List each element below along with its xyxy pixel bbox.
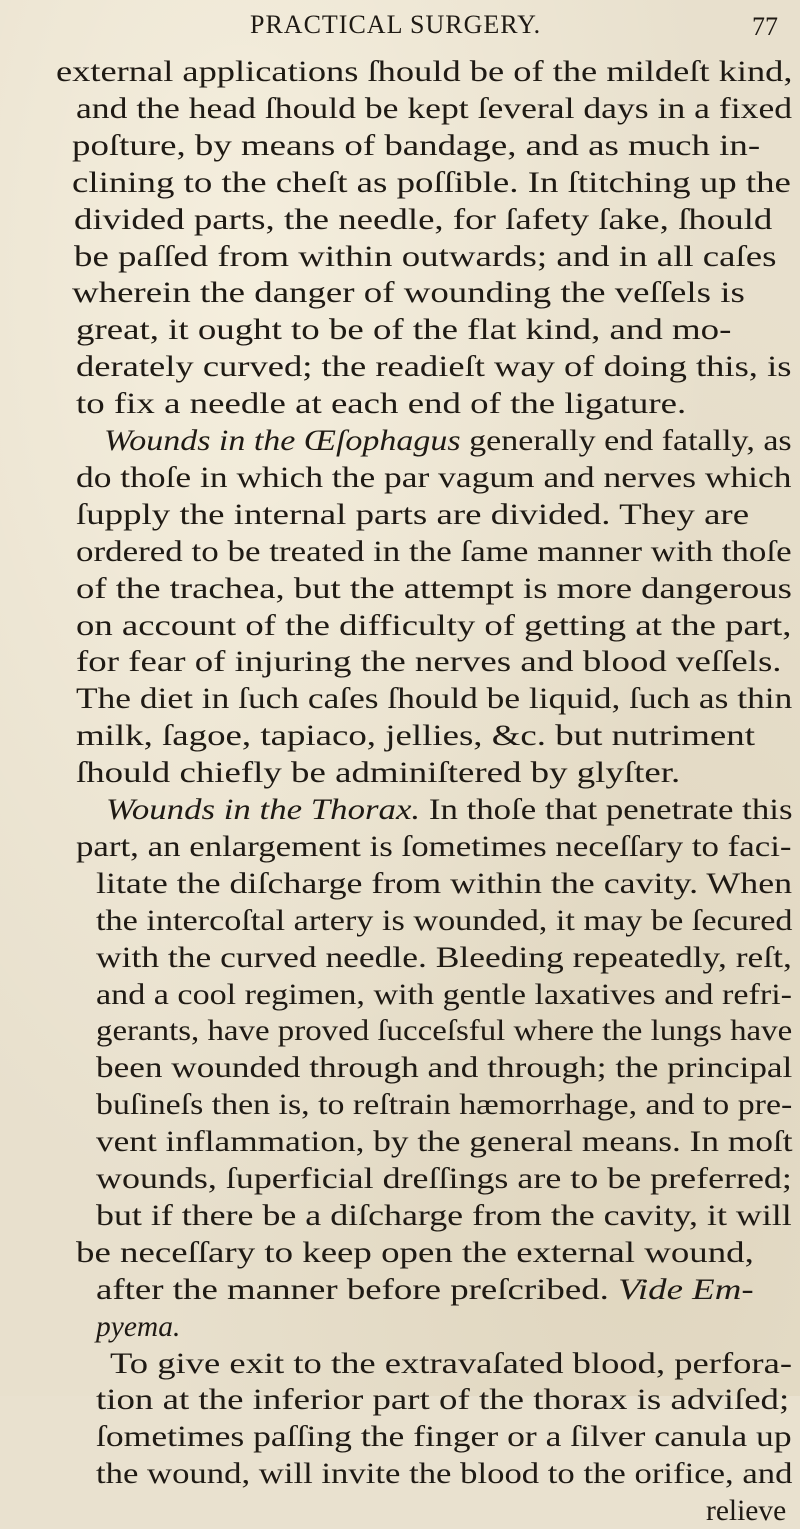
italic-text: Vide Em- — [618, 1273, 754, 1306]
text-line — [76, 386, 686, 422]
text-line — [76, 644, 782, 680]
text-segment: after the manner before preſcribed. — [96, 1273, 619, 1306]
text-segment: buſineſs then is, to reſtrain hæmorrhage, and to pre- — [96, 1089, 793, 1122]
text-segment: gerants, have proved ſucceſsful where the lungs have — [96, 1015, 793, 1048]
text-segment: In thoſe that penetrate this — [420, 794, 793, 826]
text-line — [96, 977, 792, 1013]
text-segment: To give exit to the extravaſated blood, perfora- — [110, 1347, 793, 1380]
text-line — [96, 940, 792, 976]
text-segment: do thoſe in which the par vagum and nerves which — [76, 461, 792, 494]
text-segment: vent inflammation, by the general means. In moſt — [96, 1126, 793, 1159]
text-line — [104, 423, 792, 459]
bottom-margin — [0, 1230, 800, 1396]
text-line — [76, 755, 680, 791]
text-line — [76, 718, 755, 754]
text-line — [76, 534, 792, 570]
text-segment: poſture, by means of bandage, and as much in- — [72, 129, 761, 162]
text-segment: divided parts, the needle, for ſafety ſake, ſhould — [74, 203, 773, 236]
text-segment: ſometimes paſſing the finger or a ſilver canula up — [96, 1421, 792, 1454]
text-line — [106, 792, 793, 828]
text-line — [96, 1456, 792, 1492]
text-segment: The diet in ſuch caſes ſhould be liquid, ſuch as thin — [76, 683, 793, 716]
text-line — [96, 1050, 792, 1086]
text-segment: ordered to be treated in the ſame manner with thoſe — [76, 535, 792, 568]
text-line — [96, 1124, 793, 1160]
text-segment: to fix a needle at each end of the ligature. — [76, 388, 687, 421]
text-line — [72, 275, 745, 311]
text-segment: wherein the danger of wounding the veſſels is — [72, 277, 745, 310]
text-line — [76, 312, 731, 348]
italic-text: Wounds in the Œſophagus — [104, 425, 461, 457]
text-segment: great, it ought to be of the flat kind, and mo- — [76, 314, 732, 347]
text-line — [76, 91, 792, 127]
text-segment: on account of the difficulty of getting at the part, — [76, 609, 792, 642]
page-header — [0, 6, 800, 46]
text-segment: but if there be a diſcharge from the cavity, it will — [96, 1199, 792, 1232]
text-line — [72, 165, 791, 201]
text-segment: wounds, ſuperficial dreſſings are to be preferred; — [96, 1163, 792, 1195]
text-line — [96, 1087, 792, 1123]
text-segment: been wounded through and through; the principal — [96, 1052, 793, 1085]
text-segment: clining to the cheſt as poſſible. In ſtitching up the — [72, 166, 791, 199]
text-segment: relieve — [706, 1495, 787, 1528]
text-line — [96, 903, 793, 939]
italic-text: pyema. — [96, 1310, 181, 1343]
text-line — [74, 239, 776, 275]
text-line — [76, 681, 792, 717]
page-number: 77 — [752, 12, 778, 41]
text-segment: the intercoſtal artery is wounded, it may be ſecured — [96, 904, 793, 937]
text-segment: tion at the inferior part of the thorax is adviſed; — [96, 1384, 790, 1417]
text-segment: for fear of injuring the nerves and blood veſſels. — [76, 646, 782, 679]
text-segment: derately curved; the readieſt way of doing this, is — [76, 351, 792, 384]
text-line — [96, 1161, 792, 1197]
text-segment: and a cool regimen, with gentle laxatives and refri- — [96, 978, 793, 1011]
text-segment: be neceſſary to keep open the external wound, — [76, 1236, 754, 1269]
text-line — [96, 1198, 792, 1234]
text-line — [96, 1419, 792, 1455]
text-segment: milk, ſagoe, tapiaco, jellies, &c. but nutriment — [76, 720, 755, 753]
text-line — [76, 497, 749, 533]
text-segment: generally end fatally, as — [460, 425, 792, 457]
text-line — [706, 1493, 786, 1529]
text-line — [72, 128, 760, 164]
text-segment: with the curved needle. Bleeding repeatedly, reſt, — [96, 941, 792, 974]
text-segment: and the head ſhould be kept ſeveral days in a fixed — [76, 92, 793, 125]
text-line — [76, 349, 791, 385]
text-line — [96, 866, 792, 902]
text-segment: part, an enlargement is ſometimes neceſſary to faci- — [76, 830, 792, 863]
text-line — [76, 571, 792, 607]
italic-text: Wounds in the Thorax. — [106, 794, 421, 826]
text-segment: external applications ſhould be of the mildeſt kind, — [56, 56, 793, 88]
text-line — [76, 829, 792, 865]
text-line — [76, 608, 791, 644]
text-segment: ſupply the internal parts are divided. They are — [76, 498, 750, 531]
text-line — [76, 460, 791, 496]
text-line — [96, 1013, 792, 1049]
text-line — [56, 54, 793, 90]
text-line — [74, 202, 772, 238]
text-segment: litate the diſcharge from within the cavity. When — [96, 867, 793, 900]
running-title: PRACTICAL SURGERY. — [250, 10, 542, 39]
text-segment: the wound, will invite the blood to the orifice, and — [96, 1458, 793, 1491]
text-segment: of the trachea, but the attempt is more dangerous — [76, 572, 792, 605]
text-segment: ſhould chiefly be adminiſtered by glyſter. — [76, 757, 681, 790]
text-segment: be paſſed from within outwards; and in all caſes — [74, 240, 777, 273]
